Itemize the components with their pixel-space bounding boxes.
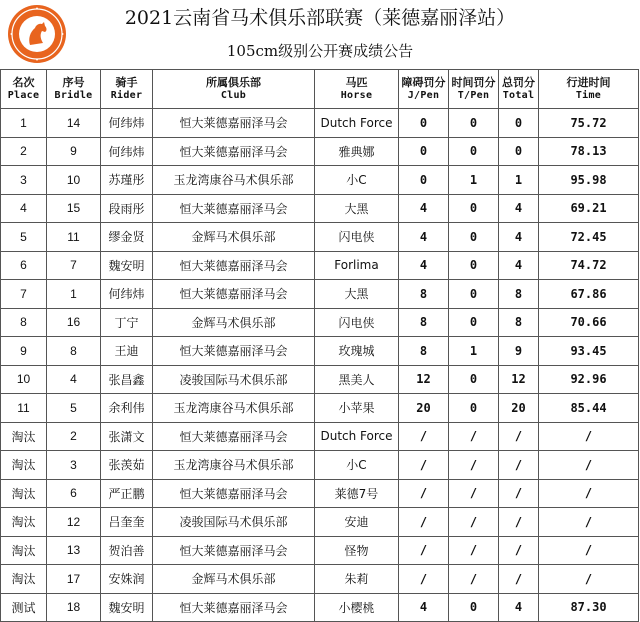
cell-bridle: 4 (47, 365, 101, 394)
table-row (1, 308, 639, 337)
cell-horse: Forlima (315, 251, 399, 280)
cell-club: 恒大莱德嘉丽泽马会 (153, 337, 315, 366)
cell-time: 78.13 (539, 137, 639, 166)
cell-tpen: 0 (449, 394, 499, 423)
table-row (1, 451, 639, 480)
cell-horse: 小C (315, 166, 399, 195)
cell-rider: 张羡茹 (101, 451, 153, 480)
cell-time: / (539, 451, 639, 480)
cell-horse: 莱德7号 (315, 479, 399, 508)
cell-tpen: / (449, 536, 499, 565)
cell-rider: 王迪 (101, 337, 153, 366)
cell-bridle: 15 (47, 194, 101, 223)
cell-rider: 张昌鑫 (101, 365, 153, 394)
cell-horse: 闪电侠 (315, 223, 399, 252)
table-row (1, 109, 639, 138)
cell-club: 恒大莱德嘉丽泽马会 (153, 194, 315, 223)
column-header-place (1, 70, 47, 109)
table-row (1, 536, 639, 565)
table-row (1, 166, 639, 195)
cell-club: 恒大莱德嘉丽泽马会 (153, 109, 315, 138)
cell-time: 69.21 (539, 194, 639, 223)
cell-time: 85.44 (539, 394, 639, 423)
cell-tpen: 0 (449, 251, 499, 280)
cell-place: 4 (1, 194, 47, 223)
cell-tpen: 1 (449, 337, 499, 366)
cell-total: / (499, 422, 539, 451)
cell-rider: 魏安明 (101, 593, 153, 622)
column-header-cn: 总罚分 (502, 76, 535, 89)
cell-place: 7 (1, 280, 47, 309)
cell-bridle: 1 (47, 280, 101, 309)
table-row (1, 194, 639, 223)
cell-time: 72.45 (539, 223, 639, 252)
column-header-en: T/Pen (457, 90, 490, 101)
cell-total: / (499, 508, 539, 537)
cell-horse: 雅典娜 (315, 137, 399, 166)
cell-horse: 大黑 (315, 194, 399, 223)
column-header-en: Rider (110, 90, 143, 101)
cell-place: 淘汰 (1, 422, 47, 451)
cell-horse: Dutch Force (315, 422, 399, 451)
cell-club: 凌骏国际马术俱乐部 (153, 508, 315, 537)
cell-bridle: 13 (47, 536, 101, 565)
cell-bridle: 2 (47, 422, 101, 451)
table-row (1, 508, 639, 537)
table-row (1, 280, 639, 309)
column-header-cn: 马匹 (345, 76, 368, 89)
table-row (1, 223, 639, 252)
cell-time: / (539, 422, 639, 451)
cell-time: 95.98 (539, 166, 639, 195)
cell-rider: 何纬炜 (101, 280, 153, 309)
column-header-time (539, 70, 639, 109)
table-body (1, 109, 639, 622)
cell-place: 2 (1, 137, 47, 166)
cell-time: 93.45 (539, 337, 639, 366)
cell-jpen: 0 (399, 166, 449, 195)
cell-time: 75.72 (539, 109, 639, 138)
cell-rider: 段雨彤 (101, 194, 153, 223)
table-row (1, 365, 639, 394)
cell-horse: 安迪 (315, 508, 399, 537)
table-row (1, 422, 639, 451)
cell-rider: 何纬炜 (101, 137, 153, 166)
cell-club: 凌骏国际马术俱乐部 (153, 365, 315, 394)
cell-place: 5 (1, 223, 47, 252)
cell-total: 4 (499, 593, 539, 622)
cell-place: 淘汰 (1, 451, 47, 480)
cell-bridle: 7 (47, 251, 101, 280)
cell-jpen: 4 (399, 194, 449, 223)
cell-tpen: 0 (449, 194, 499, 223)
cell-rider: 丁宁 (101, 308, 153, 337)
cell-total: 9 (499, 337, 539, 366)
cell-tpen: 0 (449, 280, 499, 309)
cell-place: 11 (1, 394, 47, 423)
column-header-cn: 时间罚分 (451, 76, 496, 89)
cell-place: 8 (1, 308, 47, 337)
cell-total: 0 (499, 137, 539, 166)
cell-place: 1 (1, 109, 47, 138)
cell-club: 恒大莱德嘉丽泽马会 (153, 251, 315, 280)
cell-total: 20 (499, 394, 539, 423)
cell-time: 92.96 (539, 365, 639, 394)
cell-bridle: 3 (47, 451, 101, 480)
cell-bridle: 16 (47, 308, 101, 337)
cell-tpen: 0 (449, 365, 499, 394)
cell-total: 0 (499, 109, 539, 138)
column-header-tpen (449, 70, 499, 109)
cell-jpen: / (399, 451, 449, 480)
cell-total: 4 (499, 223, 539, 252)
column-header-total (499, 70, 539, 109)
cell-rider: 严正鹏 (101, 479, 153, 508)
cell-club: 恒大莱德嘉丽泽马会 (153, 422, 315, 451)
cell-rider: 贺泊善 (101, 536, 153, 565)
column-header-cn: 所属俱乐部 (206, 76, 261, 89)
cell-club: 恒大莱德嘉丽泽马会 (153, 280, 315, 309)
cell-total: 8 (499, 308, 539, 337)
cell-club: 恒大莱德嘉丽泽马会 (153, 479, 315, 508)
cell-jpen: 8 (399, 308, 449, 337)
cell-bridle: 5 (47, 394, 101, 423)
column-header-rider (101, 70, 153, 109)
cell-rider: 余利伟 (101, 394, 153, 423)
cell-horse: 玫瑰城 (315, 337, 399, 366)
table-row (1, 251, 639, 280)
cell-club: 玉龙湾康谷马术俱乐部 (153, 451, 315, 480)
cell-horse: 小C (315, 451, 399, 480)
cell-total: 8 (499, 280, 539, 309)
cell-club: 金辉马术俱乐部 (153, 223, 315, 252)
cell-time: / (539, 508, 639, 537)
cell-bridle: 9 (47, 137, 101, 166)
cell-place: 淘汰 (1, 536, 47, 565)
column-header-en: Total (502, 90, 535, 101)
column-header-cn: 行进时间 (566, 76, 611, 89)
cell-total: 4 (499, 251, 539, 280)
cell-horse: Dutch Force (315, 109, 399, 138)
cell-rider: 苏瑾彤 (101, 166, 153, 195)
cell-bridle: 6 (47, 479, 101, 508)
cell-time: 67.86 (539, 280, 639, 309)
cell-club: 玉龙湾康谷马术俱乐部 (153, 394, 315, 423)
cell-time: / (539, 565, 639, 594)
page-title: 2021云南省马术俱乐部联赛（莱德嘉丽泽站） (124, 7, 516, 29)
cell-horse: 大黑 (315, 280, 399, 309)
cell-rider: 魏安明 (101, 251, 153, 280)
cell-place: 9 (1, 337, 47, 366)
column-header-en: Time (575, 90, 602, 101)
cell-jpen: / (399, 536, 449, 565)
cell-bridle: 18 (47, 593, 101, 622)
cell-jpen: 4 (399, 223, 449, 252)
cell-rider: 安姝润 (101, 565, 153, 594)
cell-rider: 张潇文 (101, 422, 153, 451)
cell-bridle: 10 (47, 166, 101, 195)
column-header-cn: 名次 (12, 76, 35, 89)
column-header-jpen (399, 70, 449, 109)
cell-tpen: / (449, 565, 499, 594)
cell-tpen: 0 (449, 223, 499, 252)
cell-club: 玉龙湾康谷马术俱乐部 (153, 166, 315, 195)
cell-horse: 小苹果 (315, 394, 399, 423)
cell-horse: 小樱桃 (315, 593, 399, 622)
page-header (0, 0, 640, 68)
cell-bridle: 8 (47, 337, 101, 366)
table-row (1, 337, 639, 366)
cell-bridle: 14 (47, 109, 101, 138)
table-row (1, 593, 639, 622)
column-header-en: Bridle (54, 90, 93, 101)
cell-club: 恒大莱德嘉丽泽马会 (153, 137, 315, 166)
cell-horse: 闪电侠 (315, 308, 399, 337)
cell-bridle: 17 (47, 565, 101, 594)
cell-tpen: / (449, 479, 499, 508)
page-subtitle: 105cm级别公开赛成绩公告 (226, 42, 414, 60)
cell-place: 淘汰 (1, 508, 47, 537)
cell-place: 3 (1, 166, 47, 195)
cell-jpen: 0 (399, 109, 449, 138)
cell-jpen: 4 (399, 251, 449, 280)
cell-total: 1 (499, 166, 539, 195)
cell-rider: 缪金贤 (101, 223, 153, 252)
cell-jpen: 0 (399, 137, 449, 166)
cell-time: 74.72 (539, 251, 639, 280)
cell-time: 70.66 (539, 308, 639, 337)
cell-total: / (499, 536, 539, 565)
table-header-row (1, 70, 639, 109)
cell-club: 金辉马术俱乐部 (153, 308, 315, 337)
cell-tpen: 1 (449, 166, 499, 195)
table-row (1, 479, 639, 508)
cell-total: / (499, 451, 539, 480)
cell-place: 10 (1, 365, 47, 394)
column-header-cn: 序号 (62, 76, 85, 89)
cell-jpen: 20 (399, 394, 449, 423)
cell-jpen: 8 (399, 280, 449, 309)
column-header-en: Horse (340, 90, 373, 101)
cell-jpen: / (399, 565, 449, 594)
cell-jpen: / (399, 422, 449, 451)
column-header-en: Place (7, 90, 40, 101)
cell-bridle: 12 (47, 508, 101, 537)
cell-jpen: / (399, 508, 449, 537)
cell-jpen: / (399, 479, 449, 508)
cell-tpen: 0 (449, 308, 499, 337)
column-header-horse (315, 70, 399, 109)
cell-rider: 何纬炜 (101, 109, 153, 138)
cell-total: / (499, 565, 539, 594)
column-header-en: Club (220, 90, 247, 101)
column-header-club (153, 70, 315, 109)
cell-time: / (539, 479, 639, 508)
column-header-cn: 障碍罚分 (401, 76, 446, 89)
cell-place: 测试 (1, 593, 47, 622)
cell-tpen: 0 (449, 593, 499, 622)
cell-total: 12 (499, 365, 539, 394)
cell-rider: 吕奎奎 (101, 508, 153, 537)
cell-club: 金辉马术俱乐部 (153, 565, 315, 594)
table-row (1, 137, 639, 166)
cell-horse: 怪物 (315, 536, 399, 565)
cell-place: 淘汰 (1, 565, 47, 594)
cell-horse: 黑美人 (315, 365, 399, 394)
column-header-cn: 骑手 (115, 76, 138, 89)
table-row (1, 394, 639, 423)
results-table (0, 69, 639, 622)
cell-bridle: 11 (47, 223, 101, 252)
cell-place: 淘汰 (1, 479, 47, 508)
cell-tpen: / (449, 451, 499, 480)
cell-jpen: 8 (399, 337, 449, 366)
cell-tpen: / (449, 422, 499, 451)
column-header-en: J/Pen (407, 90, 440, 101)
cell-time: 87.30 (539, 593, 639, 622)
cell-tpen: / (449, 508, 499, 537)
column-header-bridle (47, 70, 101, 109)
cell-total: 4 (499, 194, 539, 223)
cell-total: / (499, 479, 539, 508)
table-row (1, 565, 639, 594)
cell-tpen: 0 (449, 137, 499, 166)
cell-jpen: 4 (399, 593, 449, 622)
cell-place: 6 (1, 251, 47, 280)
cell-club: 恒大莱德嘉丽泽马会 (153, 536, 315, 565)
cell-horse: 朱莉 (315, 565, 399, 594)
cell-time: / (539, 536, 639, 565)
cell-club: 恒大莱德嘉丽泽马会 (153, 593, 315, 622)
cell-tpen: 0 (449, 109, 499, 138)
cell-jpen: 12 (399, 365, 449, 394)
